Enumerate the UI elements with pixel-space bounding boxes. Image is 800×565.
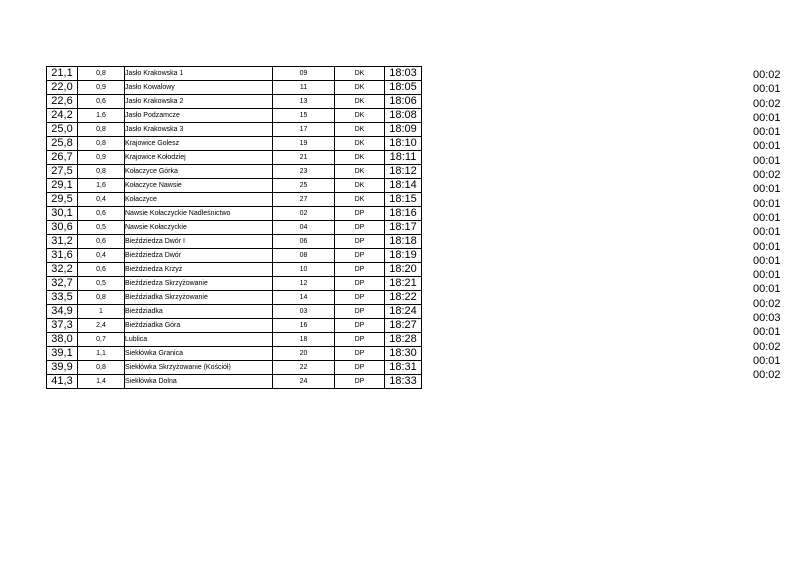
km-cell: 25,8: [47, 137, 78, 151]
direction-cell: DK: [335, 123, 385, 137]
segment-distance-cell: 0,4: [78, 193, 125, 207]
stop-number-cell: 03: [273, 305, 335, 319]
departure-time-cell: 18:09: [385, 123, 422, 137]
km-cell: 30,6: [47, 221, 78, 235]
table-row: [47, 333, 422, 347]
direction-cell: DP: [335, 263, 385, 277]
km-cell: 24,2: [47, 109, 78, 123]
table-row: [47, 221, 422, 235]
duration-value: 00:01: [753, 354, 781, 367]
direction-cell: DK: [335, 179, 385, 193]
direction-cell: DK: [335, 193, 385, 207]
stop-name-cell: Kołaczyce: [125, 193, 273, 207]
duration-value: 00:01: [753, 226, 781, 239]
departure-time-cell: 18:03: [385, 67, 422, 81]
direction-cell: DP: [335, 221, 385, 235]
duration-value: 00:01: [753, 283, 781, 296]
stop-name-cell: Bieździadka Skrzyżowanie: [125, 291, 273, 305]
km-cell: 31,6: [47, 249, 78, 263]
departure-time-cell: 18:18: [385, 235, 422, 249]
segment-distance-cell: 0,8: [78, 137, 125, 151]
stop-number-cell: 27: [273, 193, 335, 207]
stop-number-cell: 10: [273, 263, 335, 277]
km-cell: 32,7: [47, 277, 78, 291]
segment-distance-cell: 1,6: [78, 179, 125, 193]
km-cell: 39,9: [47, 361, 78, 375]
segment-distance-cell: 0,4: [78, 249, 125, 263]
duration-value: 00:01: [753, 154, 781, 167]
departure-time-cell: 18:20: [385, 263, 422, 277]
stop-number-cell: 12: [273, 277, 335, 291]
stop-name-cell: Bieździadka Góra: [125, 319, 273, 333]
stop-name-cell: Bieździedza Dwór: [125, 249, 273, 263]
departure-time-cell: 18:11: [385, 151, 422, 165]
stop-number-cell: 20: [273, 347, 335, 361]
direction-cell: DP: [335, 277, 385, 291]
stop-number-cell: 06: [273, 235, 335, 249]
km-cell: 39,1: [47, 347, 78, 361]
stop-number-cell: 23: [273, 165, 335, 179]
direction-cell: DP: [335, 249, 385, 263]
departure-time-cell: 18:33: [385, 375, 422, 389]
duration-value: 00:01: [753, 183, 781, 196]
departure-time-cell: 18:16: [385, 207, 422, 221]
duration-value: 00:01: [753, 240, 781, 253]
km-cell: 21,1: [47, 67, 78, 81]
duration-value: 00:01: [753, 254, 781, 267]
departure-time-cell: 18:06: [385, 95, 422, 109]
stop-number-cell: 09: [273, 67, 335, 81]
stop-name-cell: Jasło Podzamcze: [125, 109, 273, 123]
stop-name-cell: Krajowice Kołodziej: [125, 151, 273, 165]
departure-time-cell: 18:21: [385, 277, 422, 291]
direction-cell: DP: [335, 319, 385, 333]
km-cell: 22,0: [47, 81, 78, 95]
segment-distance-cell: 0,5: [78, 277, 125, 291]
stop-number-cell: 14: [273, 291, 335, 305]
table-row: [47, 263, 422, 277]
segment-distance-cell: 0,8: [78, 165, 125, 179]
departure-time-cell: 18:22: [385, 291, 422, 305]
direction-cell: DK: [335, 95, 385, 109]
direction-cell: DP: [335, 235, 385, 249]
stop-name-cell: Siekłówka Granica: [125, 347, 273, 361]
stop-name-cell: Jasło Krakowska 3: [125, 123, 273, 137]
segment-distance-cell: 0,8: [78, 123, 125, 137]
stop-number-cell: 02: [273, 207, 335, 221]
table-row: [47, 67, 422, 81]
table-row: [47, 151, 422, 165]
segment-distance-cell: 0,9: [78, 151, 125, 165]
duration-value: 00:01: [753, 197, 781, 210]
stop-name-cell: Bieździadka: [125, 305, 273, 319]
direction-cell: DP: [335, 361, 385, 375]
km-cell: 29,5: [47, 193, 78, 207]
departure-time-cell: 18:19: [385, 249, 422, 263]
duration-value: 00:02: [753, 169, 781, 182]
segment-distance-cell: 1,1: [78, 347, 125, 361]
timetable: [46, 66, 422, 389]
departure-time-cell: 18:31: [385, 361, 422, 375]
departure-time-cell: 18:27: [385, 319, 422, 333]
direction-cell: DK: [335, 109, 385, 123]
stop-name-cell: Krajowice Golesz: [125, 137, 273, 151]
table-row: [47, 347, 422, 361]
departure-time-cell: 18:14: [385, 179, 422, 193]
stop-name-cell: Siekłówka Skrzyżowanie (Kościół): [125, 361, 273, 375]
stop-name-cell: Nawsie Kołaczyckie Nadleśnictwo: [125, 207, 273, 221]
table-row: [47, 179, 422, 193]
stop-name-cell: Jasło Kowalowy: [125, 81, 273, 95]
duration-value: 00:01: [753, 83, 781, 96]
segment-distance-cell: 0,6: [78, 207, 125, 221]
segment-distance-cell: 1: [78, 305, 125, 319]
stop-name-cell: Bieździedza Krzyż: [125, 263, 273, 277]
direction-cell: DK: [335, 151, 385, 165]
stop-number-cell: 04: [273, 221, 335, 235]
stop-number-cell: 11: [273, 81, 335, 95]
km-cell: 29,1: [47, 179, 78, 193]
stop-name-cell: Lublica: [125, 333, 273, 347]
direction-cell: DP: [335, 375, 385, 389]
table-row: [47, 375, 422, 389]
duration-value: 00:01: [753, 326, 781, 339]
departure-time-cell: 18:15: [385, 193, 422, 207]
departure-time-cell: 18:17: [385, 221, 422, 235]
table-row: [47, 207, 422, 221]
stop-name-cell: Kołaczyce Górka: [125, 165, 273, 179]
stop-name-cell: Kołaczyce Nawsie: [125, 179, 273, 193]
duration-value: 00:03: [753, 312, 781, 325]
stop-name-cell: Bieździedza Dwór I: [125, 235, 273, 249]
stop-name-cell: Siekłówka Dolna: [125, 375, 273, 389]
departure-time-cell: 18:24: [385, 305, 422, 319]
stop-name-cell: Jasło Krakowska 1: [125, 67, 273, 81]
duration-value: 00:02: [753, 69, 781, 81]
stop-number-cell: 08: [273, 249, 335, 263]
duration-value: 00:01: [753, 269, 781, 282]
km-cell: 41,3: [47, 375, 78, 389]
table-row: [47, 249, 422, 263]
stop-number-cell: 21: [273, 151, 335, 165]
table-row: [47, 277, 422, 291]
direction-cell: DK: [335, 137, 385, 151]
km-cell: 38,0: [47, 333, 78, 347]
stop-name-cell: Jasło Krakowska 2: [125, 95, 273, 109]
segment-distance-cell: 1,6: [78, 109, 125, 123]
direction-cell: DP: [335, 305, 385, 319]
direction-cell: DP: [335, 347, 385, 361]
stop-number-cell: 22: [273, 361, 335, 375]
table-row: [47, 95, 422, 109]
km-cell: 34,9: [47, 305, 78, 319]
stop-number-cell: 13: [273, 95, 335, 109]
departure-time-cell: 18:12: [385, 165, 422, 179]
duration-value: 00:02: [753, 97, 781, 110]
direction-cell: DP: [335, 333, 385, 347]
stop-number-cell: 15: [273, 109, 335, 123]
stop-name-cell: Nawsie Kołaczyckie: [125, 221, 273, 235]
duration-value: 00:01: [753, 126, 781, 139]
segment-distance-cell: 0,6: [78, 95, 125, 109]
stop-number-cell: 19: [273, 137, 335, 151]
table-row: [47, 305, 422, 319]
segment-distance-cell: 0,8: [78, 361, 125, 375]
table-row: [47, 361, 422, 375]
departure-time-cell: 18:28: [385, 333, 422, 347]
stop-number-cell: 18: [273, 333, 335, 347]
stop-number-cell: 25: [273, 179, 335, 193]
stop-number-cell: 16: [273, 319, 335, 333]
departure-time-cell: 18:10: [385, 137, 422, 151]
table-row: [47, 235, 422, 249]
duration-column: [753, 68, 793, 383]
km-cell: 22,6: [47, 95, 78, 109]
duration-value: 00:02: [753, 340, 781, 353]
km-cell: 26,7: [47, 151, 78, 165]
direction-cell: DK: [335, 67, 385, 81]
direction-cell: DK: [335, 81, 385, 95]
duration-value: 00:02: [753, 369, 781, 382]
table-row: [47, 291, 422, 305]
segment-distance-cell: 0,6: [78, 235, 125, 249]
table-row: [47, 81, 422, 95]
km-cell: 32,2: [47, 263, 78, 277]
segment-distance-cell: 2,4: [78, 319, 125, 333]
segment-distance-cell: 0,8: [78, 291, 125, 305]
table-row: [47, 193, 422, 207]
stop-number-cell: 24: [273, 375, 335, 389]
table-row: [47, 123, 422, 137]
table-row: [47, 109, 422, 123]
km-cell: 30,1: [47, 207, 78, 221]
direction-cell: DP: [335, 291, 385, 305]
km-cell: 37,3: [47, 319, 78, 333]
duration-value: 00:01: [753, 140, 781, 153]
duration-value: 00:01: [753, 211, 781, 224]
departure-time-cell: 18:30: [385, 347, 422, 361]
stop-name-cell: Bieździedza Skrzyżowanie: [125, 277, 273, 291]
departure-time-cell: 18:08: [385, 109, 422, 123]
duration-value: 00:02: [753, 297, 781, 310]
km-cell: 31,2: [47, 235, 78, 249]
direction-cell: DP: [335, 207, 385, 221]
timetable-body: [47, 67, 422, 389]
segment-distance-cell: 0,9: [78, 81, 125, 95]
segment-distance-cell: 0,5: [78, 221, 125, 235]
duration-value: 00:01: [753, 111, 781, 124]
direction-cell: DK: [335, 165, 385, 179]
segment-distance-cell: 0,7: [78, 333, 125, 347]
stop-number-cell: 17: [273, 123, 335, 137]
km-cell: 25,0: [47, 123, 78, 137]
table-row: [47, 165, 422, 179]
table-row: [47, 137, 422, 151]
segment-distance-cell: 1,4: [78, 375, 125, 389]
segment-distance-cell: 0,6: [78, 263, 125, 277]
table-row: [47, 319, 422, 333]
km-cell: 33,5: [47, 291, 78, 305]
segment-distance-cell: 0,8: [78, 67, 125, 81]
km-cell: 27,5: [47, 165, 78, 179]
departure-time-cell: 18:05: [385, 81, 422, 95]
